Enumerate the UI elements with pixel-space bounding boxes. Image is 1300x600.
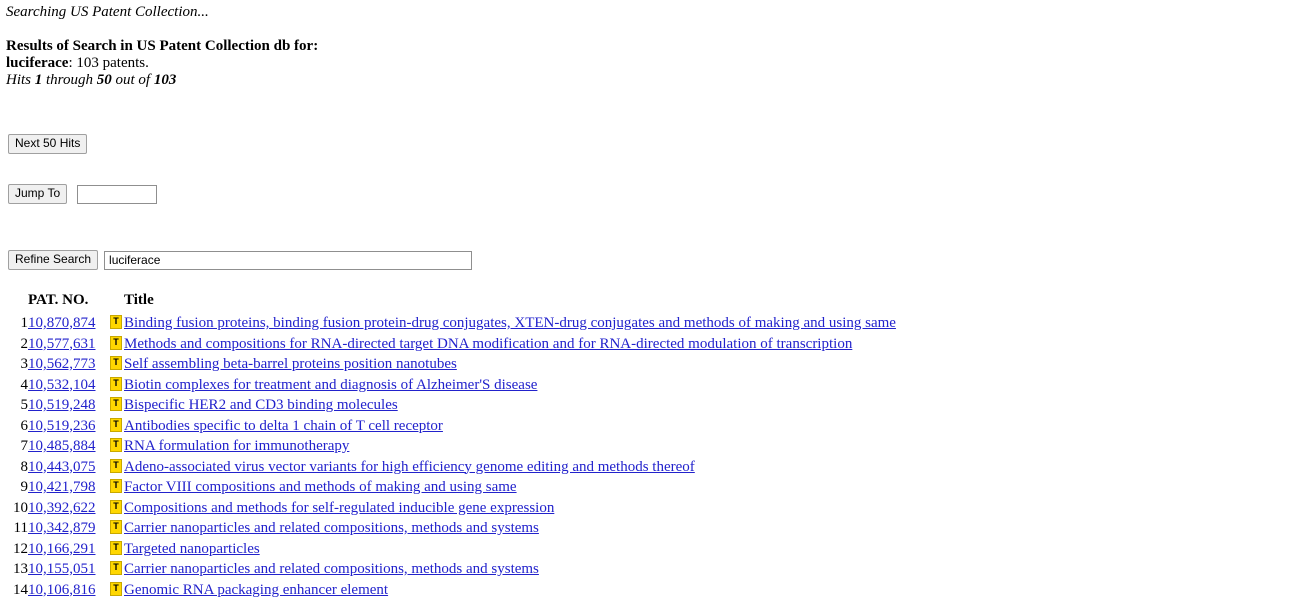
patent-title-cell — [124, 559, 1294, 580]
tiff-image-cell — [110, 559, 124, 580]
tiff-image-cell — [110, 457, 124, 478]
next-50-hits-button[interactable]: Next 50 Hits — [8, 134, 87, 154]
tiff-icon-label: T — [113, 337, 119, 347]
patent-title-link[interactable]: Antibodies specific to delta 1 chain of T cell receptor — [124, 418, 443, 434]
tiff-icon-label: T — [113, 460, 119, 470]
spacer-above-next — [6, 89, 1294, 134]
refine-search-row — [8, 250, 1294, 270]
patent-title-cell — [124, 580, 1294, 600]
row-index: 8 — [6, 457, 28, 478]
table-row — [6, 436, 1294, 457]
table-row — [6, 354, 1294, 375]
patent-title-link[interactable]: Methods and compositions for RNA-directed target DNA modification and for RNA-directed modulation of transcription — [124, 336, 852, 352]
table-header-row — [6, 292, 1294, 313]
patent-title-link[interactable]: Self assembling beta-barrel proteins position nanotubes — [124, 356, 457, 372]
tiff-image-cell — [110, 518, 124, 539]
hits-mid: through — [42, 72, 96, 88]
count-suffix: : 103 patents. — [68, 55, 148, 71]
tiff-document-icon[interactable] — [110, 459, 122, 473]
column-header-title: Title — [124, 292, 1294, 313]
row-index: 10 — [6, 498, 28, 519]
hits-out: out of — [112, 72, 154, 88]
spacer-above-jump — [6, 154, 1294, 184]
patent-number-link[interactable]: 10,106,816 — [28, 582, 96, 598]
tiff-document-icon[interactable] — [110, 315, 122, 329]
tiff-document-icon[interactable] — [110, 541, 122, 555]
tiff-document-icon[interactable] — [110, 561, 122, 575]
row-index: 3 — [6, 354, 28, 375]
tiff-image-cell — [110, 580, 124, 600]
patent-title-link[interactable]: Genomic RNA packaging enhancer element — [124, 582, 388, 598]
table-row — [6, 498, 1294, 519]
patent-title-link[interactable]: Biotin complexes for treatment and diagnosis of Alzheimer'S disease — [124, 377, 537, 393]
results-table — [6, 292, 1294, 600]
tiff-icon-label: T — [113, 501, 119, 511]
tiff-image-cell — [110, 375, 124, 396]
jump-to-input[interactable] — [77, 185, 157, 204]
patent-number-cell — [28, 375, 110, 396]
patent-title-cell — [124, 375, 1294, 396]
results-count — [6, 55, 1294, 72]
patent-number-cell — [28, 559, 110, 580]
patent-number-cell — [28, 334, 110, 355]
patent-title-cell — [124, 395, 1294, 416]
tiff-document-icon[interactable] — [110, 479, 122, 493]
tiff-image-cell — [110, 416, 124, 437]
results-heading: Results of Search in US Patent Collection db for: — [6, 38, 1294, 55]
table-row — [6, 580, 1294, 600]
patent-title-cell — [124, 436, 1294, 457]
patent-number-link[interactable]: 10,485,884 — [28, 438, 96, 454]
query-term: luciferace — [6, 55, 68, 71]
tiff-image-cell — [110, 539, 124, 560]
tiff-icon-label: T — [113, 316, 119, 326]
row-index: 1 — [6, 313, 28, 334]
refine-search-input[interactable] — [104, 251, 472, 270]
row-index: 13 — [6, 559, 28, 580]
patent-number-cell — [28, 580, 110, 600]
table-row — [6, 539, 1294, 560]
table-row — [6, 559, 1294, 580]
tiff-document-icon[interactable] — [110, 356, 122, 370]
hits-range — [6, 72, 1294, 89]
tiff-document-icon[interactable] — [110, 377, 122, 391]
tiff-image-cell — [110, 436, 124, 457]
hits-total: 103 — [154, 72, 177, 88]
tiff-icon-label: T — [113, 357, 119, 367]
hits-to: 50 — [97, 72, 112, 88]
patent-title-cell — [124, 313, 1294, 334]
patent-number-link[interactable]: 10,562,773 — [28, 356, 96, 372]
tiff-icon-label: T — [113, 419, 119, 429]
tiff-image-cell — [110, 477, 124, 498]
patent-number-link[interactable]: 10,443,075 — [28, 459, 96, 475]
row-index: 12 — [6, 539, 28, 560]
patent-number-link[interactable]: 10,577,631 — [28, 336, 96, 352]
tiff-image-cell — [110, 313, 124, 334]
table-row — [6, 313, 1294, 334]
row-index: 9 — [6, 477, 28, 498]
patent-number-link[interactable]: 10,421,798 — [28, 479, 96, 495]
column-header-icon — [110, 292, 124, 313]
patent-title-link[interactable]: Carrier nanoparticles and related compositions, methods and systems — [124, 520, 539, 536]
tiff-icon-label: T — [113, 583, 119, 593]
table-row — [6, 334, 1294, 355]
next-hits-row — [8, 134, 1294, 154]
results-table-body — [6, 313, 1294, 600]
patent-title-link[interactable]: Targeted nanoparticles — [124, 541, 260, 557]
patent-title-link[interactable]: Bispecific HER2 and CD3 binding molecules — [124, 397, 398, 413]
patent-number-link[interactable]: 10,155,051 — [28, 561, 96, 577]
patent-number-link[interactable]: 10,532,104 — [28, 377, 96, 393]
jump-to-row — [8, 184, 1294, 204]
tiff-icon-label: T — [113, 562, 119, 572]
column-header-index — [6, 292, 28, 313]
tiff-image-cell — [110, 354, 124, 375]
tiff-document-icon[interactable] — [110, 520, 122, 534]
column-header-patent-number: PAT. NO. — [28, 292, 110, 313]
patent-number-cell — [28, 313, 110, 334]
patent-number-cell — [28, 518, 110, 539]
patent-title-link[interactable]: Binding fusion proteins, binding fusion protein-drug conjugates, XTEN-drug conjugates and methods of making and using same — [124, 315, 896, 331]
patent-number-link[interactable]: 10,392,622 — [28, 500, 96, 516]
row-index: 11 — [6, 518, 28, 539]
refine-search-button[interactable]: Refine Search — [8, 250, 98, 270]
patent-number-cell — [28, 477, 110, 498]
patent-title-cell — [124, 334, 1294, 355]
tiff-icon-label: T — [113, 480, 119, 490]
patent-title-cell — [124, 518, 1294, 539]
patent-number-link[interactable]: 10,342,879 — [28, 520, 96, 536]
patent-number-cell — [28, 416, 110, 437]
patent-number-cell — [28, 395, 110, 416]
row-index: 7 — [6, 436, 28, 457]
patent-title-link[interactable]: RNA formulation for immunotherapy — [124, 438, 349, 454]
tiff-image-cell — [110, 334, 124, 355]
table-row — [6, 518, 1294, 539]
patent-number-link[interactable]: 10,519,248 — [28, 397, 96, 413]
tiff-document-icon[interactable] — [110, 397, 122, 411]
patent-title-cell — [124, 354, 1294, 375]
hits-prefix: Hits — [6, 72, 35, 88]
patent-number-cell — [28, 498, 110, 519]
tiff-document-icon[interactable] — [110, 336, 122, 350]
patent-number-cell — [28, 354, 110, 375]
patent-number-cell — [28, 539, 110, 560]
searching-status: Searching US Patent Collection... — [6, 4, 1294, 20]
row-index: 5 — [6, 395, 28, 416]
tiff-image-cell — [110, 395, 124, 416]
table-row — [6, 395, 1294, 416]
patent-number-cell — [28, 457, 110, 478]
tiff-icon-label: T — [113, 542, 119, 552]
patent-title-cell — [124, 539, 1294, 560]
tiff-icon-label: T — [113, 398, 119, 408]
tiff-icon-label: T — [113, 378, 119, 388]
patent-number-link[interactable]: 10,166,291 — [28, 541, 96, 557]
spacer-above-refine — [6, 204, 1294, 250]
patent-title-cell — [124, 498, 1294, 519]
patent-title-cell — [124, 416, 1294, 437]
table-row — [6, 416, 1294, 437]
patent-title-cell — [124, 457, 1294, 478]
jump-to-button[interactable]: Jump To — [8, 184, 67, 204]
patent-number-link[interactable]: 10,870,874 — [28, 315, 96, 331]
row-index: 4 — [6, 375, 28, 396]
row-index: 14 — [6, 580, 28, 600]
patent-title-cell — [124, 477, 1294, 498]
row-index: 6 — [6, 416, 28, 437]
patent-number-link[interactable]: 10,519,236 — [28, 418, 96, 434]
hits-from: 1 — [35, 72, 43, 88]
tiff-icon-label: T — [113, 439, 119, 449]
patent-title-link[interactable]: Factor VIII compositions and methods of making and using same — [124, 479, 517, 495]
patent-title-link[interactable]: Compositions and methods for self-regulated inducible gene expression — [124, 500, 554, 516]
table-row — [6, 375, 1294, 396]
table-row — [6, 457, 1294, 478]
tiff-document-icon[interactable] — [110, 418, 122, 432]
tiff-image-cell — [110, 498, 124, 519]
table-row — [6, 477, 1294, 498]
patent-title-link[interactable]: Carrier nanoparticles and related compositions, methods and systems — [124, 561, 539, 577]
tiff-icon-label: T — [113, 521, 119, 531]
patent-number-cell — [28, 436, 110, 457]
tiff-document-icon[interactable] — [110, 438, 122, 452]
row-index: 2 — [6, 334, 28, 355]
results-table-head — [6, 292, 1294, 313]
patent-title-link[interactable]: Adeno-associated virus vector variants for high efficiency genome editing and methods thereof — [124, 459, 695, 475]
tiff-document-icon[interactable] — [110, 500, 122, 514]
